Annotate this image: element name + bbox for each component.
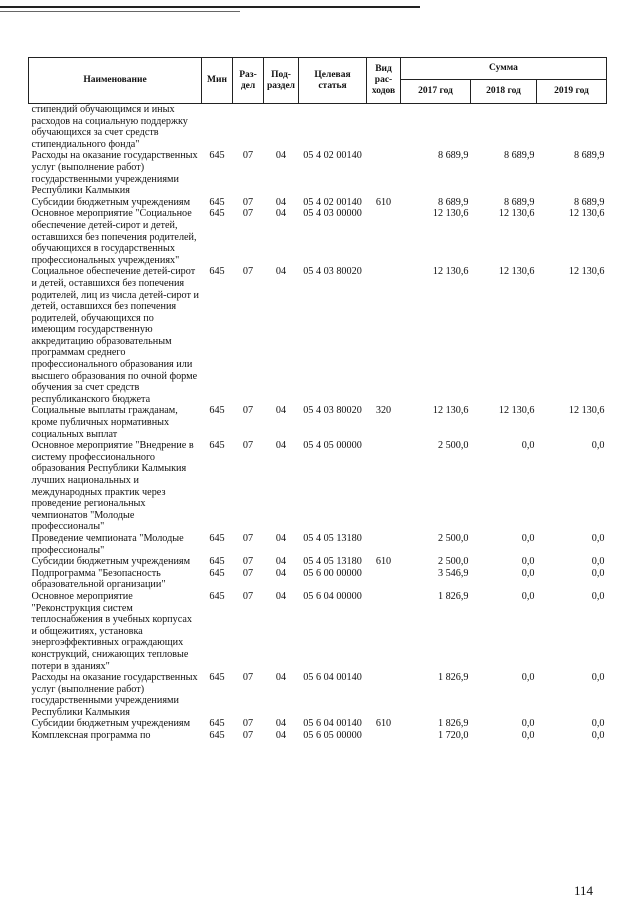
sum-2019-cell: 12 130,6 bbox=[568, 405, 605, 417]
header-2018: 2018 год bbox=[471, 80, 537, 104]
sum-2017-cell bbox=[401, 104, 471, 151]
table-row bbox=[29, 730, 607, 742]
sum-2017-cell: 8 689,9 bbox=[437, 150, 469, 162]
target-cell: 05 4 05 00000 bbox=[303, 440, 362, 452]
min-cell: 645 bbox=[209, 672, 225, 684]
vid-cell bbox=[367, 533, 401, 556]
min-cell: 645 bbox=[209, 208, 225, 220]
razdel-cell: 07 bbox=[242, 440, 254, 452]
sum-2019-cell: 0,0 bbox=[591, 532, 605, 544]
row-name-cell: стипендий обучающимся и иных расходов на социальную поддержку обучающихся за счет средств стипендиального фонда" bbox=[31, 104, 188, 150]
razdel-cell: 07 bbox=[242, 730, 254, 742]
min-cell: 645 bbox=[209, 567, 225, 579]
table-row bbox=[29, 556, 607, 568]
table-row bbox=[29, 440, 607, 533]
sum-2018-cell: 12 130,6 bbox=[498, 405, 535, 417]
podrazdel-cell bbox=[264, 104, 299, 151]
table-row bbox=[29, 104, 607, 151]
podrazdel-cell: 04 bbox=[275, 730, 287, 742]
razdel-cell: 07 bbox=[242, 567, 254, 579]
table-row bbox=[29, 533, 607, 556]
vid-cell: 610 bbox=[375, 556, 392, 568]
podrazdel-cell: 04 bbox=[275, 556, 287, 568]
header-min: Мин bbox=[202, 58, 233, 104]
target-cell: 05 6 04 00140 bbox=[303, 718, 362, 730]
sum-2017-cell: 3 546,9 bbox=[437, 567, 469, 579]
min-cell bbox=[202, 104, 233, 151]
min-cell: 645 bbox=[209, 556, 225, 568]
sum-2017-cell: 1 720,0 bbox=[437, 730, 469, 742]
target-cell: 05 4 03 80020 bbox=[303, 405, 362, 417]
vid-cell bbox=[367, 208, 401, 266]
target-cell: 05 4 02 00140 bbox=[303, 150, 362, 162]
vid-cell bbox=[367, 672, 401, 718]
row-name-cell: Субсидии бюджетным учреждениям bbox=[31, 556, 191, 568]
target-cell: 05 6 00 00000 bbox=[303, 567, 362, 579]
top-rule bbox=[0, 6, 420, 8]
razdel-cell: 07 bbox=[242, 590, 254, 602]
razdel-cell: 07 bbox=[242, 556, 254, 568]
target-cell: 05 4 05 13180 bbox=[303, 532, 362, 544]
sum-2018-cell: 0,0 bbox=[521, 718, 535, 730]
sum-2019-cell: 12 130,6 bbox=[568, 266, 605, 278]
min-cell: 645 bbox=[209, 718, 225, 730]
sum-2019-cell: 0,0 bbox=[591, 556, 605, 568]
header-name: Наименование bbox=[29, 58, 202, 104]
row-name-cell: Субсидии бюджетным учреждениям bbox=[31, 196, 191, 208]
sum-2019-cell: 0,0 bbox=[591, 672, 605, 684]
sum-2019-cell: 8 689,9 bbox=[573, 150, 605, 162]
sum-2017-cell: 2 500,0 bbox=[437, 440, 469, 452]
sum-2017-cell: 2 500,0 bbox=[437, 556, 469, 568]
row-name-cell: Социальные выплаты гражданам, кроме публичных нормативных социальных выплат bbox=[31, 405, 178, 440]
sum-2018-cell: 0,0 bbox=[521, 440, 535, 452]
table-row bbox=[29, 672, 607, 718]
vid-cell bbox=[367, 591, 401, 672]
row-name-cell: Основное мероприятие "Внедрение в систему профессионального образования Республики Калмыкия лучших национальных и международных практик через проведение региональных чемпионатов "Молодые профессионалы" bbox=[31, 440, 194, 533]
table-row bbox=[29, 591, 607, 672]
top-rule-thin bbox=[0, 11, 240, 12]
podrazdel-cell: 04 bbox=[275, 440, 287, 452]
min-cell: 645 bbox=[209, 440, 225, 452]
table-row bbox=[29, 150, 607, 196]
razdel-cell: 07 bbox=[242, 196, 254, 208]
target-cell: 05 6 05 00000 bbox=[303, 730, 362, 742]
header-vid: Вид рас- ходов bbox=[367, 58, 401, 104]
sum-2019-cell: 0,0 bbox=[591, 730, 605, 742]
sum-2019-cell: 0,0 bbox=[591, 590, 605, 602]
sum-2019-cell: 8 689,9 bbox=[573, 196, 605, 208]
podrazdel-cell: 04 bbox=[275, 196, 287, 208]
page-number: 114 bbox=[574, 883, 594, 898]
sum-2018-cell: 0,0 bbox=[521, 556, 535, 568]
min-cell: 645 bbox=[209, 532, 225, 544]
min-cell: 645 bbox=[209, 266, 225, 278]
sum-2017-cell: 2 500,0 bbox=[437, 532, 469, 544]
vid-cell bbox=[367, 104, 401, 151]
table-row bbox=[29, 208, 607, 266]
header-2017: 2017 год bbox=[401, 80, 471, 104]
podrazdel-cell: 04 bbox=[275, 208, 287, 220]
sum-2017-cell: 1 826,9 bbox=[437, 718, 469, 730]
sum-2017-cell: 12 130,6 bbox=[432, 405, 469, 417]
header-2019: 2019 год bbox=[537, 80, 607, 104]
table-row bbox=[29, 718, 607, 730]
razdel-cell: 07 bbox=[242, 150, 254, 162]
razdel-cell: 07 bbox=[242, 672, 254, 684]
podrazdel-cell: 04 bbox=[275, 266, 287, 278]
sum-2019-cell: 0,0 bbox=[591, 567, 605, 579]
row-name-cell: Основное мероприятие "Социальное обеспечение детей-сирот и детей, оставшихся без попечения родителей, обучающихся в государственных профессиональных учреждениях" bbox=[31, 208, 197, 266]
vid-cell: 320 bbox=[375, 405, 392, 417]
podrazdel-cell: 04 bbox=[275, 718, 287, 730]
razdel-cell bbox=[233, 104, 264, 151]
min-cell: 645 bbox=[209, 730, 225, 742]
sum-2019-cell: 0,0 bbox=[591, 718, 605, 730]
podrazdel-cell: 04 bbox=[275, 405, 287, 417]
sum-2017-cell: 1 826,9 bbox=[437, 672, 469, 684]
sum-2018-cell: 0,0 bbox=[521, 730, 535, 742]
razdel-cell: 07 bbox=[242, 405, 254, 417]
target-cell: 05 6 04 00140 bbox=[303, 672, 362, 684]
sum-2017-cell: 8 689,9 bbox=[437, 196, 469, 208]
target-cell: 05 4 03 80020 bbox=[303, 266, 362, 278]
budget-table bbox=[28, 57, 607, 742]
vid-cell bbox=[367, 266, 401, 405]
podrazdel-cell: 04 bbox=[275, 532, 287, 544]
sum-2018-cell: 8 689,9 bbox=[503, 150, 535, 162]
sum-2019-cell: 12 130,6 bbox=[568, 208, 605, 220]
vid-cell: 610 bbox=[375, 196, 392, 208]
table-row bbox=[29, 568, 607, 591]
row-name-cell: Расходы на оказание государственных услуг (выполнение работ) государственными учреждениями Республики Калмыкия bbox=[31, 150, 198, 197]
row-name-cell: Расходы на оказание государственных услуг (выполнение работ) государственными учреждениями Республики Калмыкия bbox=[31, 672, 198, 718]
table-row bbox=[29, 266, 607, 405]
sum-2017-cell: 12 130,6 bbox=[432, 208, 469, 220]
vid-cell bbox=[367, 568, 401, 591]
razdel-cell: 07 bbox=[242, 208, 254, 220]
target-cell bbox=[299, 104, 367, 151]
min-cell: 645 bbox=[209, 590, 225, 602]
vid-cell: 610 bbox=[375, 718, 392, 730]
sum-2018-cell: 12 130,6 bbox=[498, 208, 535, 220]
target-cell: 05 4 05 13180 bbox=[303, 556, 362, 568]
min-cell: 645 bbox=[209, 196, 225, 208]
podrazdel-cell: 04 bbox=[275, 590, 287, 602]
row-name-cell: Комплексная программа по bbox=[31, 730, 151, 742]
razdel-cell: 07 bbox=[242, 718, 254, 730]
row-name-cell: Социальное обеспечение детей-сирот и детей, оставшихся без попечения родителей, лиц из числа детей-сирот и детей, оставшихся без попечения родителей, обучающихся по имеющим государственную аккредитацию образовательным программам среднего профессионального образования или высшего образования по очной форме обучения за счет средств республиканского бюджета bbox=[31, 266, 199, 405]
vid-cell bbox=[367, 730, 401, 742]
vid-cell bbox=[367, 440, 401, 533]
row-name-cell: Проведение чемпионата "Молодые профессионалы" bbox=[31, 532, 184, 556]
sum-2018-cell: 0,0 bbox=[521, 590, 535, 602]
header-sum: Сумма bbox=[401, 58, 607, 80]
target-cell: 05 4 02 00140 bbox=[303, 196, 362, 208]
sum-2018-cell bbox=[471, 104, 537, 151]
vid-cell bbox=[367, 150, 401, 196]
sum-2017-cell: 1 826,9 bbox=[437, 590, 469, 602]
row-name-cell: Субсидии бюджетным учреждениям bbox=[31, 718, 191, 730]
sum-2018-cell: 0,0 bbox=[521, 532, 535, 544]
sum-2019-cell bbox=[537, 104, 607, 151]
target-cell: 05 6 04 00000 bbox=[303, 590, 362, 602]
podrazdel-cell: 04 bbox=[275, 567, 287, 579]
min-cell: 645 bbox=[209, 405, 225, 417]
razdel-cell: 07 bbox=[242, 266, 254, 278]
razdel-cell: 07 bbox=[242, 532, 254, 544]
podrazdel-cell: 04 bbox=[275, 672, 287, 684]
header-target: Целевая статья bbox=[299, 58, 367, 104]
sum-2019-cell: 0,0 bbox=[591, 440, 605, 452]
min-cell: 645 bbox=[209, 150, 225, 162]
table-body bbox=[29, 104, 607, 742]
target-cell: 05 4 03 00000 bbox=[303, 208, 362, 220]
row-name-cell: Подпрограмма "Безопасность образовательной организации" bbox=[31, 567, 166, 591]
podrazdel-cell: 04 bbox=[275, 150, 287, 162]
sum-2018-cell: 12 130,6 bbox=[498, 266, 535, 278]
header-razdel: Раз- дел bbox=[233, 58, 264, 104]
sum-2018-cell: 0,0 bbox=[521, 672, 535, 684]
sum-2018-cell: 8 689,9 bbox=[503, 196, 535, 208]
sum-2017-cell: 12 130,6 bbox=[432, 266, 469, 278]
header-podrazdel: Под- раздел bbox=[264, 58, 299, 104]
row-name-cell: Основное мероприятие "Реконструкция систем теплоснабжения в учебных корпусах и общежитиях, установка энергоэффективных ограждающих конструкций, снижающих тепловые потери в зданиях" bbox=[31, 590, 192, 672]
table-row bbox=[29, 405, 607, 440]
table-row bbox=[29, 197, 607, 209]
sum-2018-cell: 0,0 bbox=[521, 567, 535, 579]
